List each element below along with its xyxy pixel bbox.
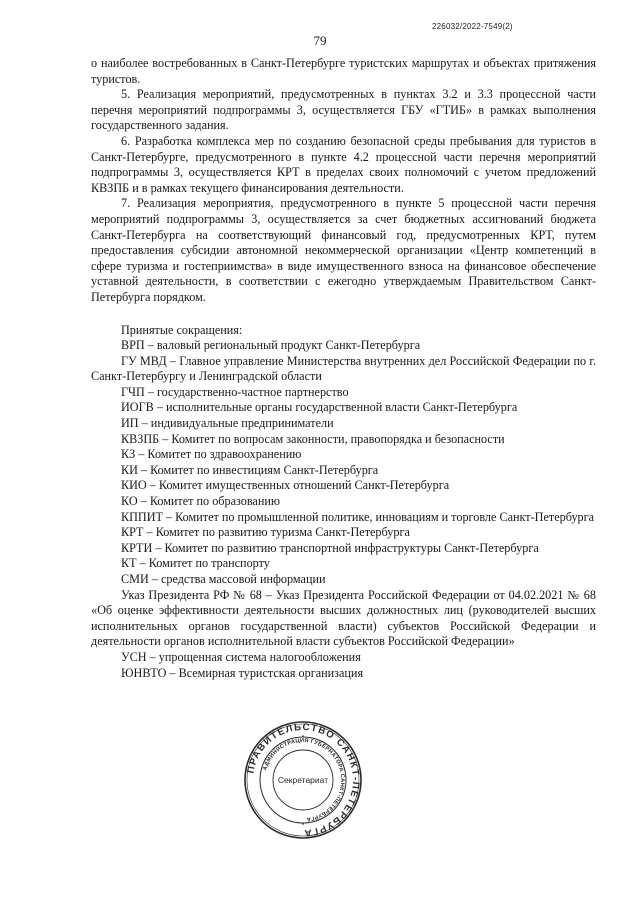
stamp-inner-text: АДМИНИСТРАЦИЯ ГУБЕРНАТОРА САНКТ-ПЕТЕРБУРГА [262,737,346,822]
abbreviation-item: ИП – индивидуальные предприниматели [121,416,334,431]
page-number: 79 [313,33,327,48]
abbreviation-item: ГУ МВД – Главное управление Министерства внутренних дел Российской Федерации по г. Санкт-Петербургу и Ленинградской области [91,353,596,384]
abbreviations-title: Принятые сокращения: [121,322,243,337]
abbreviation-item: КИ – Комитет по инвестициям Санкт-Петербурга [121,462,379,477]
document-registration-number: 226032/2022-7549(2) [432,22,513,31]
abbreviation-item: УСН – упрощенная система налогообложения [121,649,361,664]
abbreviation-item: КТ – Комитет по транспорту [121,556,270,571]
abbreviation-item: КИО – Комитет имущественных отношений Санкт-Петербурга [121,478,450,493]
official-seal-stamp [243,720,363,840]
paragraph-6: 6. Разработка комплекса мер по созданию безопасной среды пребывания для туристов в Санкт-Петербурге, предусмотренного в пункте 4.2 процессной части перечня мероприятий подпрограммы 3, осуществляется КРТ в пределах своих полномочий с учетом предложений КВЗПБ и в рамках текущего финансирования деятельности. [91,133,596,195]
document-body [91,56,596,681]
abbreviation-item: ГЧП – государственно-частное партнерство [121,384,349,399]
section-gap [91,306,596,321]
abbreviation-item: ВРП – валовый региональный продукт Санкт-Петербурга [121,338,421,353]
stamp-outer-text: ПРАВИТЕЛЬСТВО САНКТ-ПЕТЕРБУРГА [245,721,362,839]
paragraph-5: 5. Реализация мероприятий, предусмотренных в пунктах 3.2 и 3.3 процессной части перечня мероприятий подпрограммы 3, осуществляется ГБУ «ГТИБ» в рамках выполнения государственного задания. [91,87,596,133]
abbreviation-item: КО – Комитет по образованию [121,494,280,509]
abbreviation-item: КППИТ – Комитет по промышленной политике, инновациям и торговле Санкт-Петербурга [121,509,595,524]
abbreviation-item: Указ Президента РФ № 68 – Указ Президента Российской Федерации от 04.02.2021 № 68 «Об оценке эффективности деятельности высших должностных лиц (руководителей высших исполнительных органов государственной власти) субъектов Российской Федерации и деятельности органов исполнительной власти субъектов Российской Федерации» [91,587,596,649]
abbreviation-item: КВЗПБ – Комитет по вопросам законности, правопорядка и безопасности [121,431,505,446]
paragraph-continuation: о наиболее востребованных в Санкт-Петербурге туристских маршрутах и объектах притяжения туристов. [91,56,596,86]
abbreviation-item: ЮНВТО – Всемирная туристская организация [121,665,364,680]
abbreviation-item: СМИ – средства массовой информации [121,572,326,586]
abbreviation-item: КРТИ – Комитет по развитию транспортной инфраструктуры Санкт-Петербурга [121,540,539,555]
abbreviation-item: ИОГВ – исполнительные органы государственной власти Санкт-Петербурга [121,400,518,415]
stamp-center-text: Секретариат [277,775,329,785]
paragraph-7: 7. Реализация мероприятия, предусмотренного в пункте 5 процессной части перечня мероприятий подпрограммы 3, осуществляется за счет бюджетных ассигнований бюджета Санкт-Петербурга на соответствующий финансовый год, предусмотренных КРТ, путем предоставления субсидии автономной некоммерческой организации «Центр компетенций в сфере туризма и гостеприимства» в виде имущественного взноса на финансовое обеспечение уставной деятельности, в соответствии с ежегодно утверждаемым Правительством Санкт-Петербурга порядком. [91,196,596,304]
abbreviation-item: КЗ – Комитет по здравоохранению [121,447,302,462]
abbreviation-item: КРТ – Комитет по развитию туризма Санкт-Петербурга [121,525,410,540]
